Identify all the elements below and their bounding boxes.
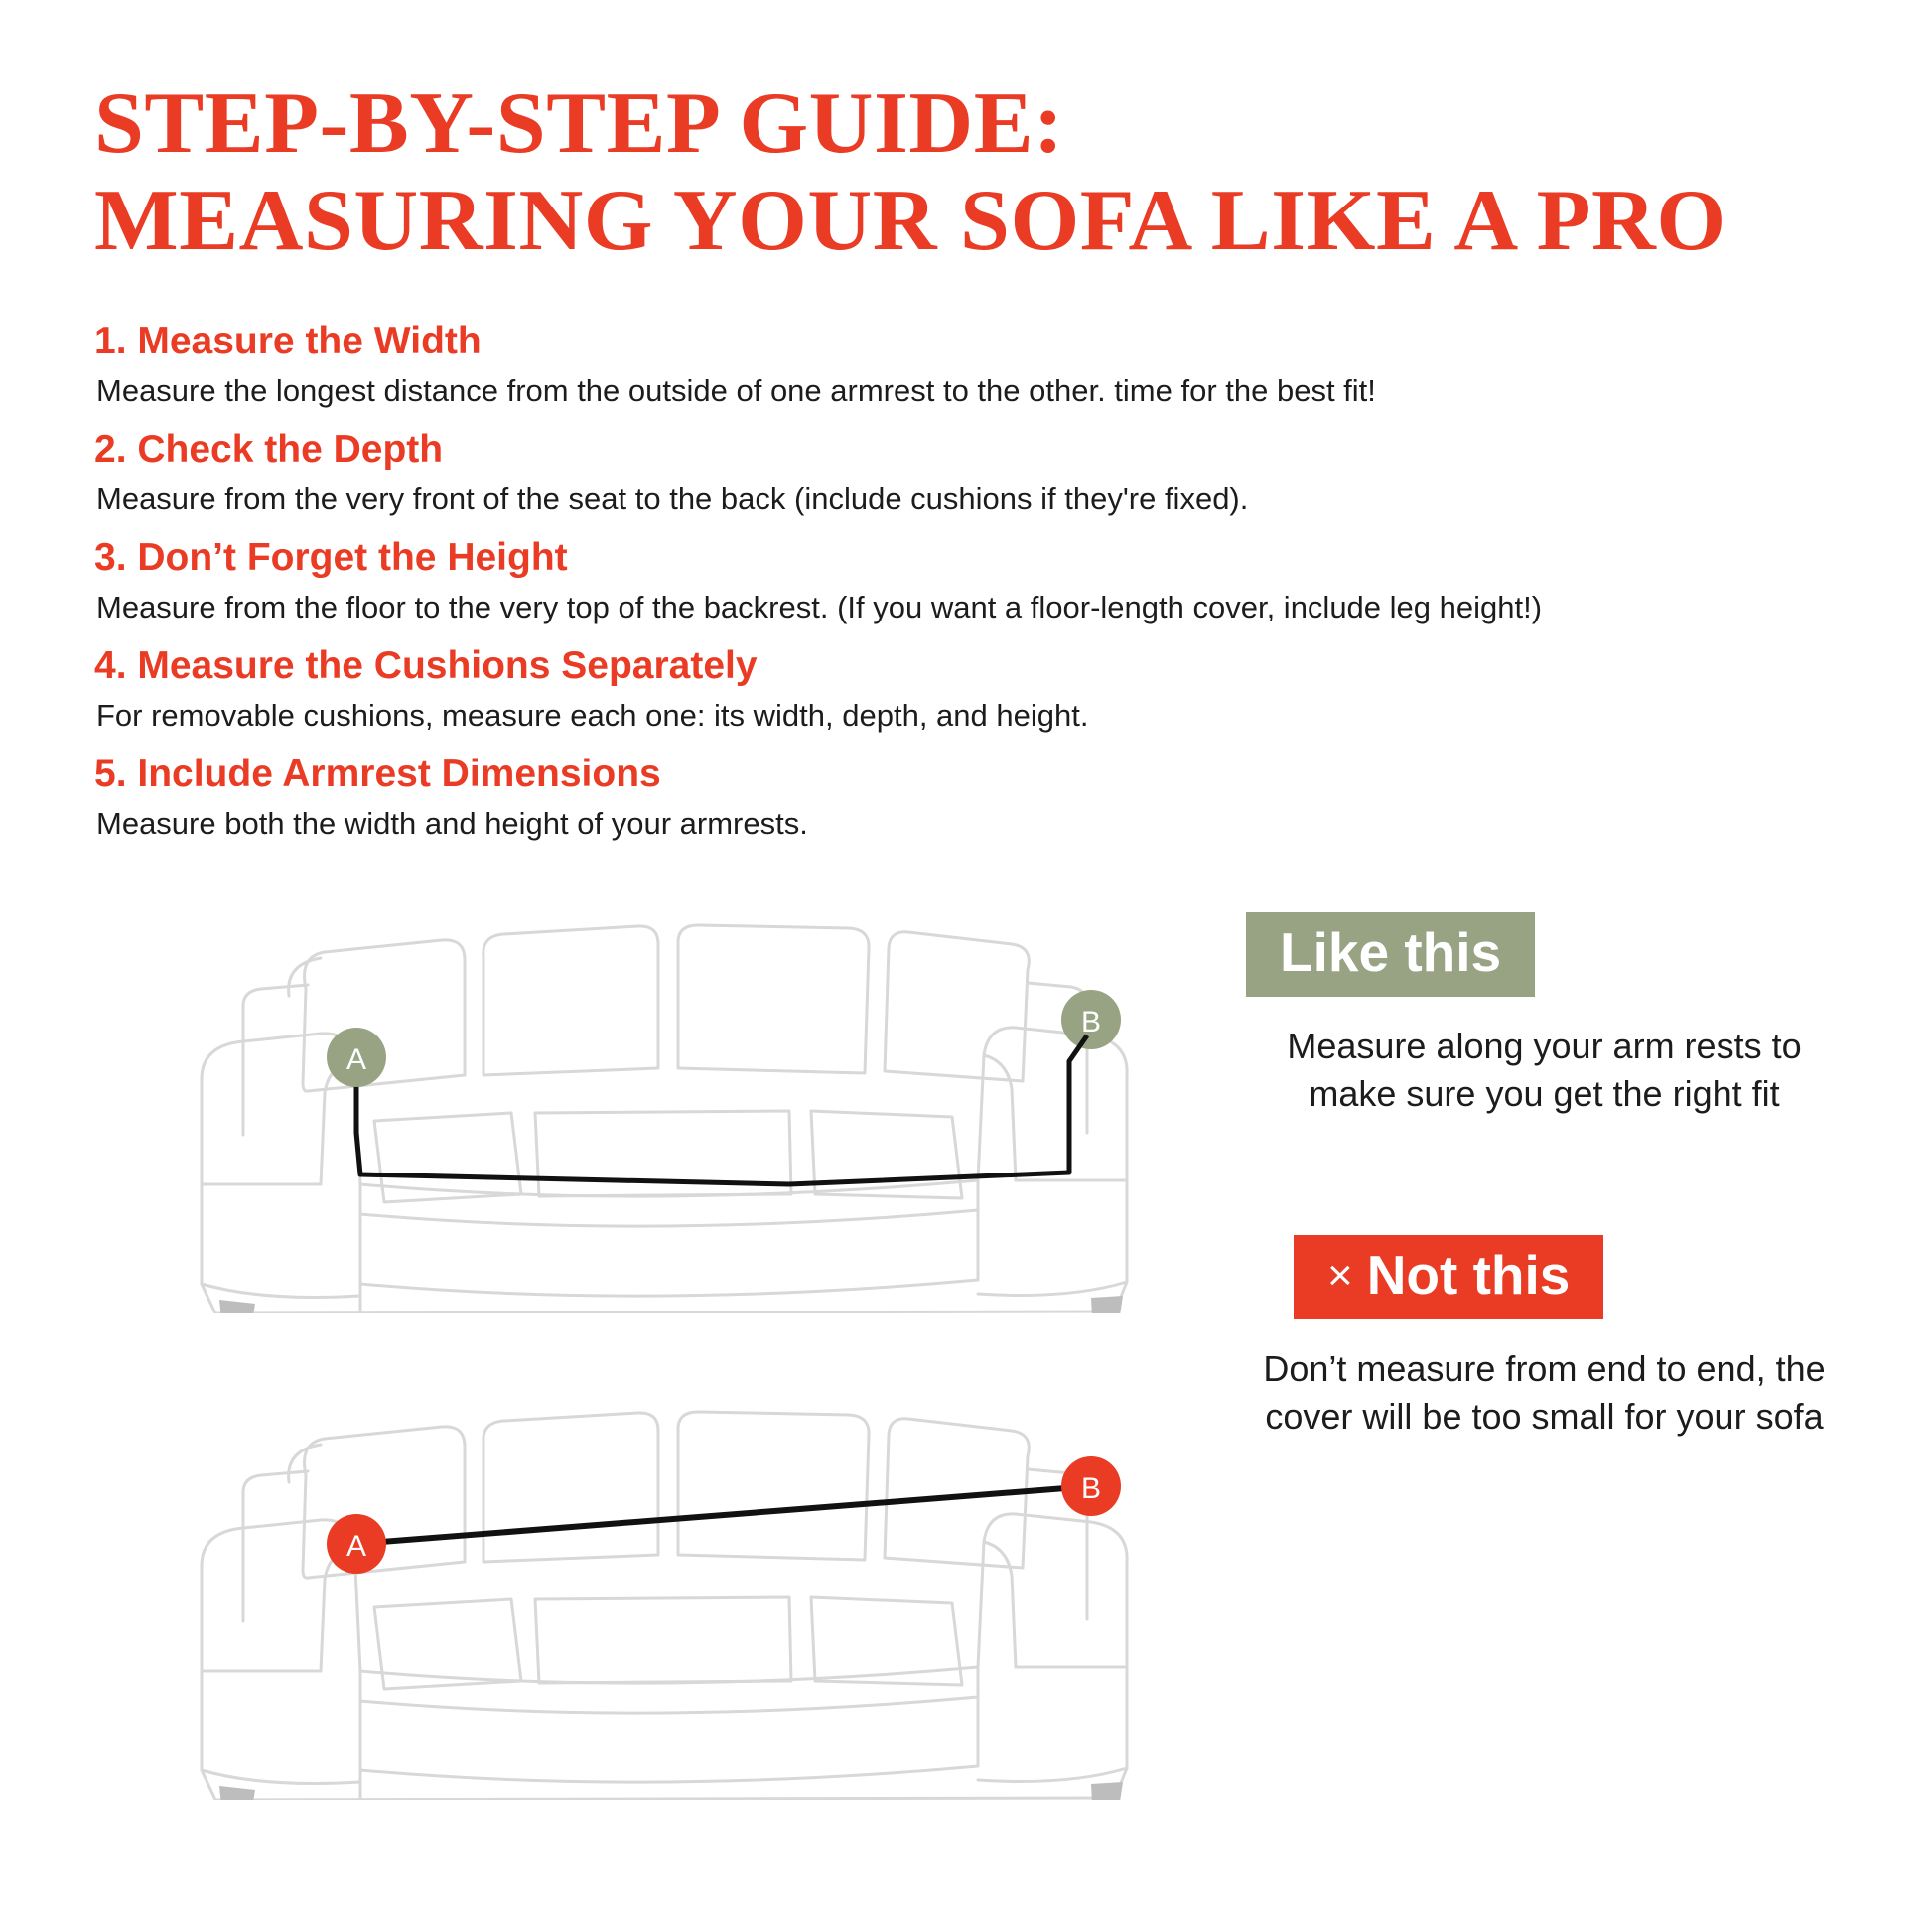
sofa-incorrect-svg: [94, 1373, 1236, 1800]
step-5-body: Measure both the width and height of your armrests.: [96, 806, 808, 842]
marker-a-incorrect: [327, 1514, 386, 1574]
marker-b-incorrect: [1061, 1456, 1121, 1516]
step-item: [94, 534, 1843, 628]
svg-text:B: B: [1080, 1005, 1102, 1038]
svg-text:A: A: [345, 1529, 367, 1563]
step-3-body: Measure from the floor to the very top of the backrest. (If you want a floor-length cover, include leg height!): [96, 590, 1543, 625]
sofa-diagram-incorrect: [94, 1373, 1236, 1800]
page-title: [94, 75, 1843, 269]
illustration-section: [94, 887, 1843, 1800]
svg-text:B: B: [1080, 1471, 1102, 1505]
step-4-heading: 4. Measure the Cushions Separately: [94, 643, 758, 687]
like-this-badge: Like this: [1246, 912, 1535, 998]
page-title-line2: MEASURING YOUR SOFA LIKE A PRO: [94, 172, 1726, 269]
sofa-correct-svg: [94, 887, 1236, 1313]
sofa-diagram-correct: [94, 887, 1236, 1313]
steps-list: [94, 318, 1843, 845]
like-this-text: Measure along your arm rests to make sure you get the right fit: [1287, 1026, 1802, 1114]
step-item: [94, 751, 1843, 845]
callouts-column: [1236, 887, 1843, 1800]
marker-a-correct: [327, 1028, 386, 1087]
step-item: [94, 318, 1843, 412]
step-1-body: Measure the longest distance from the outside of one armrest to the other. time for the best fit!: [96, 373, 1376, 409]
page-title-line1: STEP-BY-STEP GUIDE:: [94, 75, 1064, 172]
callout-bad: [1246, 1235, 1843, 1441]
sofa-diagrams: [94, 887, 1236, 1800]
step-item: [94, 426, 1843, 520]
not-this-badge-label: Not this: [1366, 1243, 1571, 1306]
step-3-heading: 3. Don’t Forget the Height: [94, 535, 568, 579]
not-this-text: Don’t measure from end to end, the cover will be too small for your sofa: [1263, 1348, 1826, 1437]
step-2-heading: 2. Check the Depth: [94, 427, 444, 471]
step-5-heading: 5. Include Armrest Dimensions: [94, 752, 661, 795]
step-2-body: Measure from the very front of the seat to the back (include cushions if they're fixed).: [96, 482, 1249, 517]
close-icon: ×: [1327, 1250, 1353, 1300]
marker-b-correct: [1061, 990, 1121, 1049]
step-1-heading: 1. Measure the Width: [94, 319, 482, 362]
not-this-badge: [1294, 1235, 1603, 1320]
svg-text:A: A: [345, 1042, 367, 1076]
step-4-body: For removable cushions, measure each one: its width, depth, and height.: [96, 698, 1089, 734]
callout-good: [1246, 912, 1843, 1118]
step-item: [94, 642, 1843, 737]
